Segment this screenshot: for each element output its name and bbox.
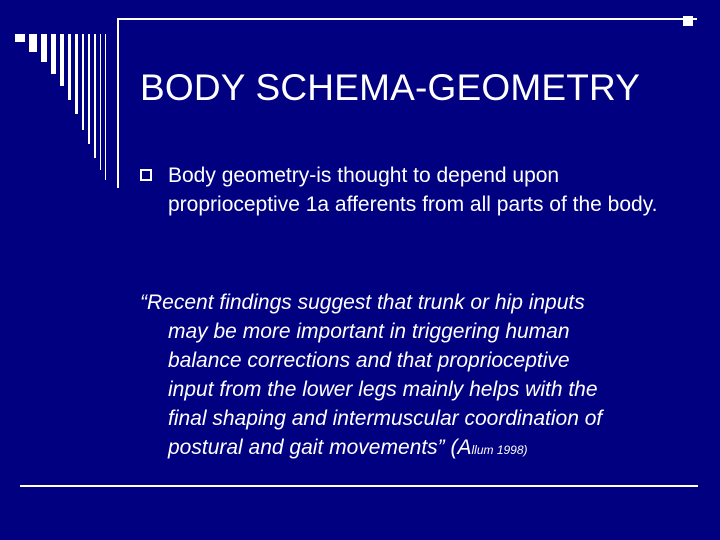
citation-rest: llum 1998) [471, 443, 528, 457]
quote-line: postural and gait movements” ( [168, 436, 458, 459]
decorative-vertical-line [117, 18, 119, 188]
bullet-text: Body geometry-is thought to depend upon proprioceptive 1a afferents from all parts of the body. [168, 164, 658, 216]
quote-line: balance corrections and that proprioceptive [168, 349, 570, 372]
citation-initial: A [457, 436, 472, 459]
quote-line: input from the lower legs mainly helps with the [168, 378, 598, 401]
decorative-stripes [15, 34, 125, 184]
quote-line: “Recent findings suggest that trunk or hip inputs [140, 291, 585, 314]
decorative-corner-square [683, 16, 693, 26]
bullet-point [140, 161, 690, 219]
hollow-square-bullet-icon [140, 169, 152, 181]
quote-block [140, 288, 680, 465]
slide-title: BODY SCHEMA-GEOMETRY [140, 67, 641, 108]
bottom-divider [20, 485, 698, 487]
quote-line: may be more important in triggering human [168, 320, 570, 343]
decorative-top-line [117, 18, 697, 20]
quote-last-line [140, 433, 680, 465]
quote-line: final shaping and intermuscular coordination of [168, 407, 603, 430]
